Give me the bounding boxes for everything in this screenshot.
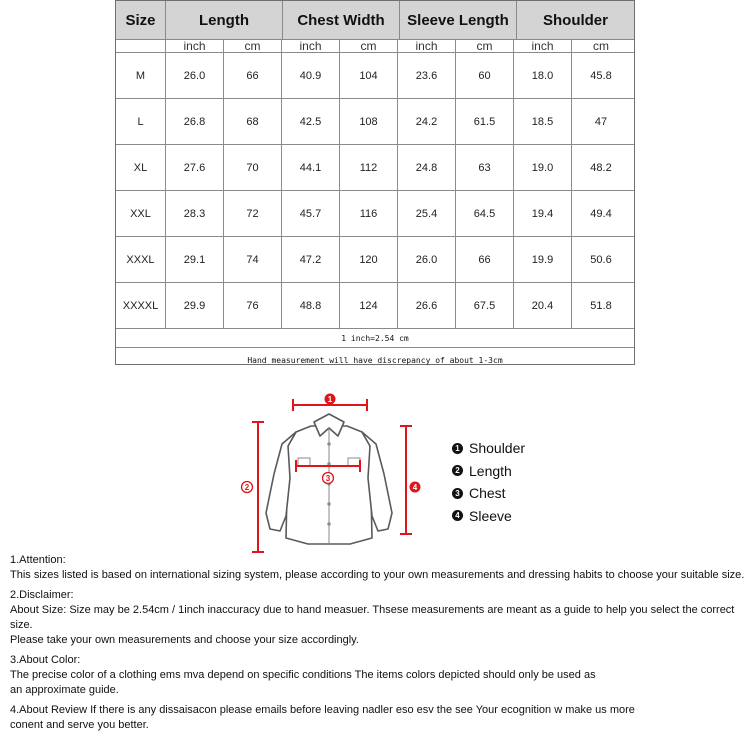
value-cell: 25.4	[398, 191, 456, 236]
value-cell: 19.0	[514, 145, 572, 190]
note-body: About Size: Size may be 2.54cm / 1inch inaccuracy due to hand measuer. Thsese measurements are meant as a guide to help you select the correct size. Please take your own measurements and choose your size accordingly.	[10, 604, 735, 646]
note-disclaimer	[10, 588, 750, 648]
marker-3-label: 3	[325, 474, 331, 483]
legend-item-shoulder	[452, 437, 602, 460]
value-cell: 49.4	[590, 207, 612, 220]
marker-2-label: 2	[244, 483, 250, 492]
size-cell: XXXL	[116, 237, 166, 282]
value-cell: 45.7	[282, 191, 340, 236]
value-cell: 64.5	[456, 191, 514, 236]
table-row	[116, 99, 634, 145]
value-cell: 72	[224, 191, 282, 236]
value-cell: 44.1	[282, 145, 340, 190]
value-cell: 29.9	[166, 283, 224, 328]
value-cell: 76	[224, 283, 282, 328]
value-cell: 26.8	[166, 99, 224, 144]
measurement-note-row	[116, 348, 634, 372]
value-cell: 24.2	[398, 99, 456, 144]
value-cell: 40.9	[282, 53, 340, 98]
unit-label: cm	[593, 38, 609, 53]
value-cell: 61.5	[456, 99, 514, 144]
value-cell: 74	[224, 237, 282, 282]
measurement-legend	[452, 437, 602, 527]
note-color	[10, 653, 750, 698]
unit-label: inch	[514, 40, 572, 52]
legend-label: Shoulder	[469, 440, 526, 457]
value-cell: 18.5	[514, 99, 572, 144]
header-length: Length	[166, 1, 283, 39]
notes-section	[10, 553, 750, 738]
note-review	[10, 703, 750, 733]
legend-number: 1	[452, 443, 463, 454]
note-attention	[10, 553, 750, 583]
size-cell: XXL	[116, 191, 166, 236]
value-cell: 66	[224, 53, 282, 98]
value-cell: 48.2	[590, 161, 612, 174]
unit-label: cm	[340, 40, 398, 52]
size-cell: L	[116, 99, 166, 144]
legend-item-chest	[452, 482, 602, 505]
value-cell: 42.5	[282, 99, 340, 144]
legend-number: 3	[452, 488, 463, 499]
value-cell: 124	[340, 283, 398, 328]
table-row	[116, 191, 634, 237]
marker-2	[242, 482, 253, 493]
marker-1	[325, 394, 336, 405]
value-cell: 104	[340, 53, 398, 98]
header-chest-width: Chest Width	[283, 1, 400, 39]
legend-item-length	[452, 460, 602, 483]
legend-number: 4	[452, 510, 463, 521]
value-cell: 116	[340, 191, 398, 236]
value-cell: 112	[340, 145, 398, 190]
marker-1-label: 1	[327, 395, 333, 404]
conversion-note: 1 inch=2.54 cm	[341, 333, 409, 343]
unit-spacer	[116, 40, 166, 52]
table-row	[116, 145, 634, 191]
value-cell: 68	[224, 99, 282, 144]
measurement-note: Hand measurement will have discrepancy of about 1-3cm	[247, 355, 503, 365]
note-body: This sizes listed is based on international sizing system, please according to your own measurements and dressing habits to choose your suitable size.	[10, 569, 745, 581]
note-title: 3.About Color:	[10, 654, 81, 666]
value-cell: 19.9	[514, 237, 572, 282]
header-shoulder: Shoulder	[542, 11, 608, 29]
value-cell: 26.0	[166, 53, 224, 98]
table-row	[116, 53, 634, 99]
table-row	[116, 283, 634, 329]
value-cell: 66	[456, 237, 514, 282]
legend-label: Chest	[469, 485, 506, 502]
value-cell: 50.6	[590, 253, 612, 266]
unit-label: inch	[282, 40, 340, 52]
legend-label: Length	[469, 462, 512, 479]
marker-3	[323, 473, 334, 484]
unit-label: cm	[456, 40, 514, 52]
value-cell: 45.8	[590, 69, 612, 82]
header-size: Size	[116, 1, 166, 39]
legend-number: 2	[452, 465, 463, 476]
unit-label: inch	[166, 40, 224, 52]
legend-label: Sleeve	[469, 507, 512, 524]
note-title: 1.Attention:	[10, 554, 66, 566]
value-cell: 24.8	[398, 145, 456, 190]
shirt-measurement-diagram	[238, 388, 428, 556]
value-cell: 26.0	[398, 237, 456, 282]
value-cell: 67.5	[456, 283, 514, 328]
value-cell: 108	[340, 99, 398, 144]
note-title: 2.Disclaimer:	[10, 589, 74, 601]
value-cell: 63	[456, 145, 514, 190]
table-header-row	[116, 1, 634, 40]
value-cell: 18.0	[514, 53, 572, 98]
unit-label: cm	[224, 40, 282, 52]
unit-label: inch	[398, 40, 456, 52]
value-cell: 120	[340, 237, 398, 282]
note-body: The precise color of a clothing ems mva depend on specific conditions The items colors depicted should only be used as an approximate guide.	[10, 669, 596, 696]
value-cell: 60	[456, 53, 514, 98]
table-unit-row	[116, 40, 634, 53]
value-cell: 28.3	[166, 191, 224, 236]
size-cell: XXXXL	[116, 283, 166, 328]
value-cell: 70	[224, 145, 282, 190]
table-row	[116, 237, 634, 283]
marker-4-label: 4	[412, 483, 418, 492]
value-cell: 26.6	[398, 283, 456, 328]
value-cell: 29.1	[166, 237, 224, 282]
note-body: 4.About Review If there is any dissaisacon please emails before leaving nadler eso esv the see Your ecognition w make us more conent and serve you better.	[10, 704, 635, 731]
value-cell: 19.4	[514, 191, 572, 236]
value-cell: 20.4	[514, 283, 572, 328]
marker-4	[410, 482, 421, 493]
value-cell: 47	[594, 115, 608, 128]
size-cell: XL	[116, 145, 166, 190]
header-sleeve-length: Sleeve Length	[400, 1, 517, 39]
size-chart-table	[115, 0, 635, 365]
conversion-note-row	[116, 329, 634, 348]
value-cell: 51.8	[590, 299, 612, 312]
size-cell: M	[116, 53, 166, 98]
value-cell: 48.8	[282, 283, 340, 328]
value-cell: 23.6	[398, 53, 456, 98]
value-cell: 47.2	[282, 237, 340, 282]
legend-item-sleeve	[452, 505, 602, 528]
value-cell: 27.6	[166, 145, 224, 190]
